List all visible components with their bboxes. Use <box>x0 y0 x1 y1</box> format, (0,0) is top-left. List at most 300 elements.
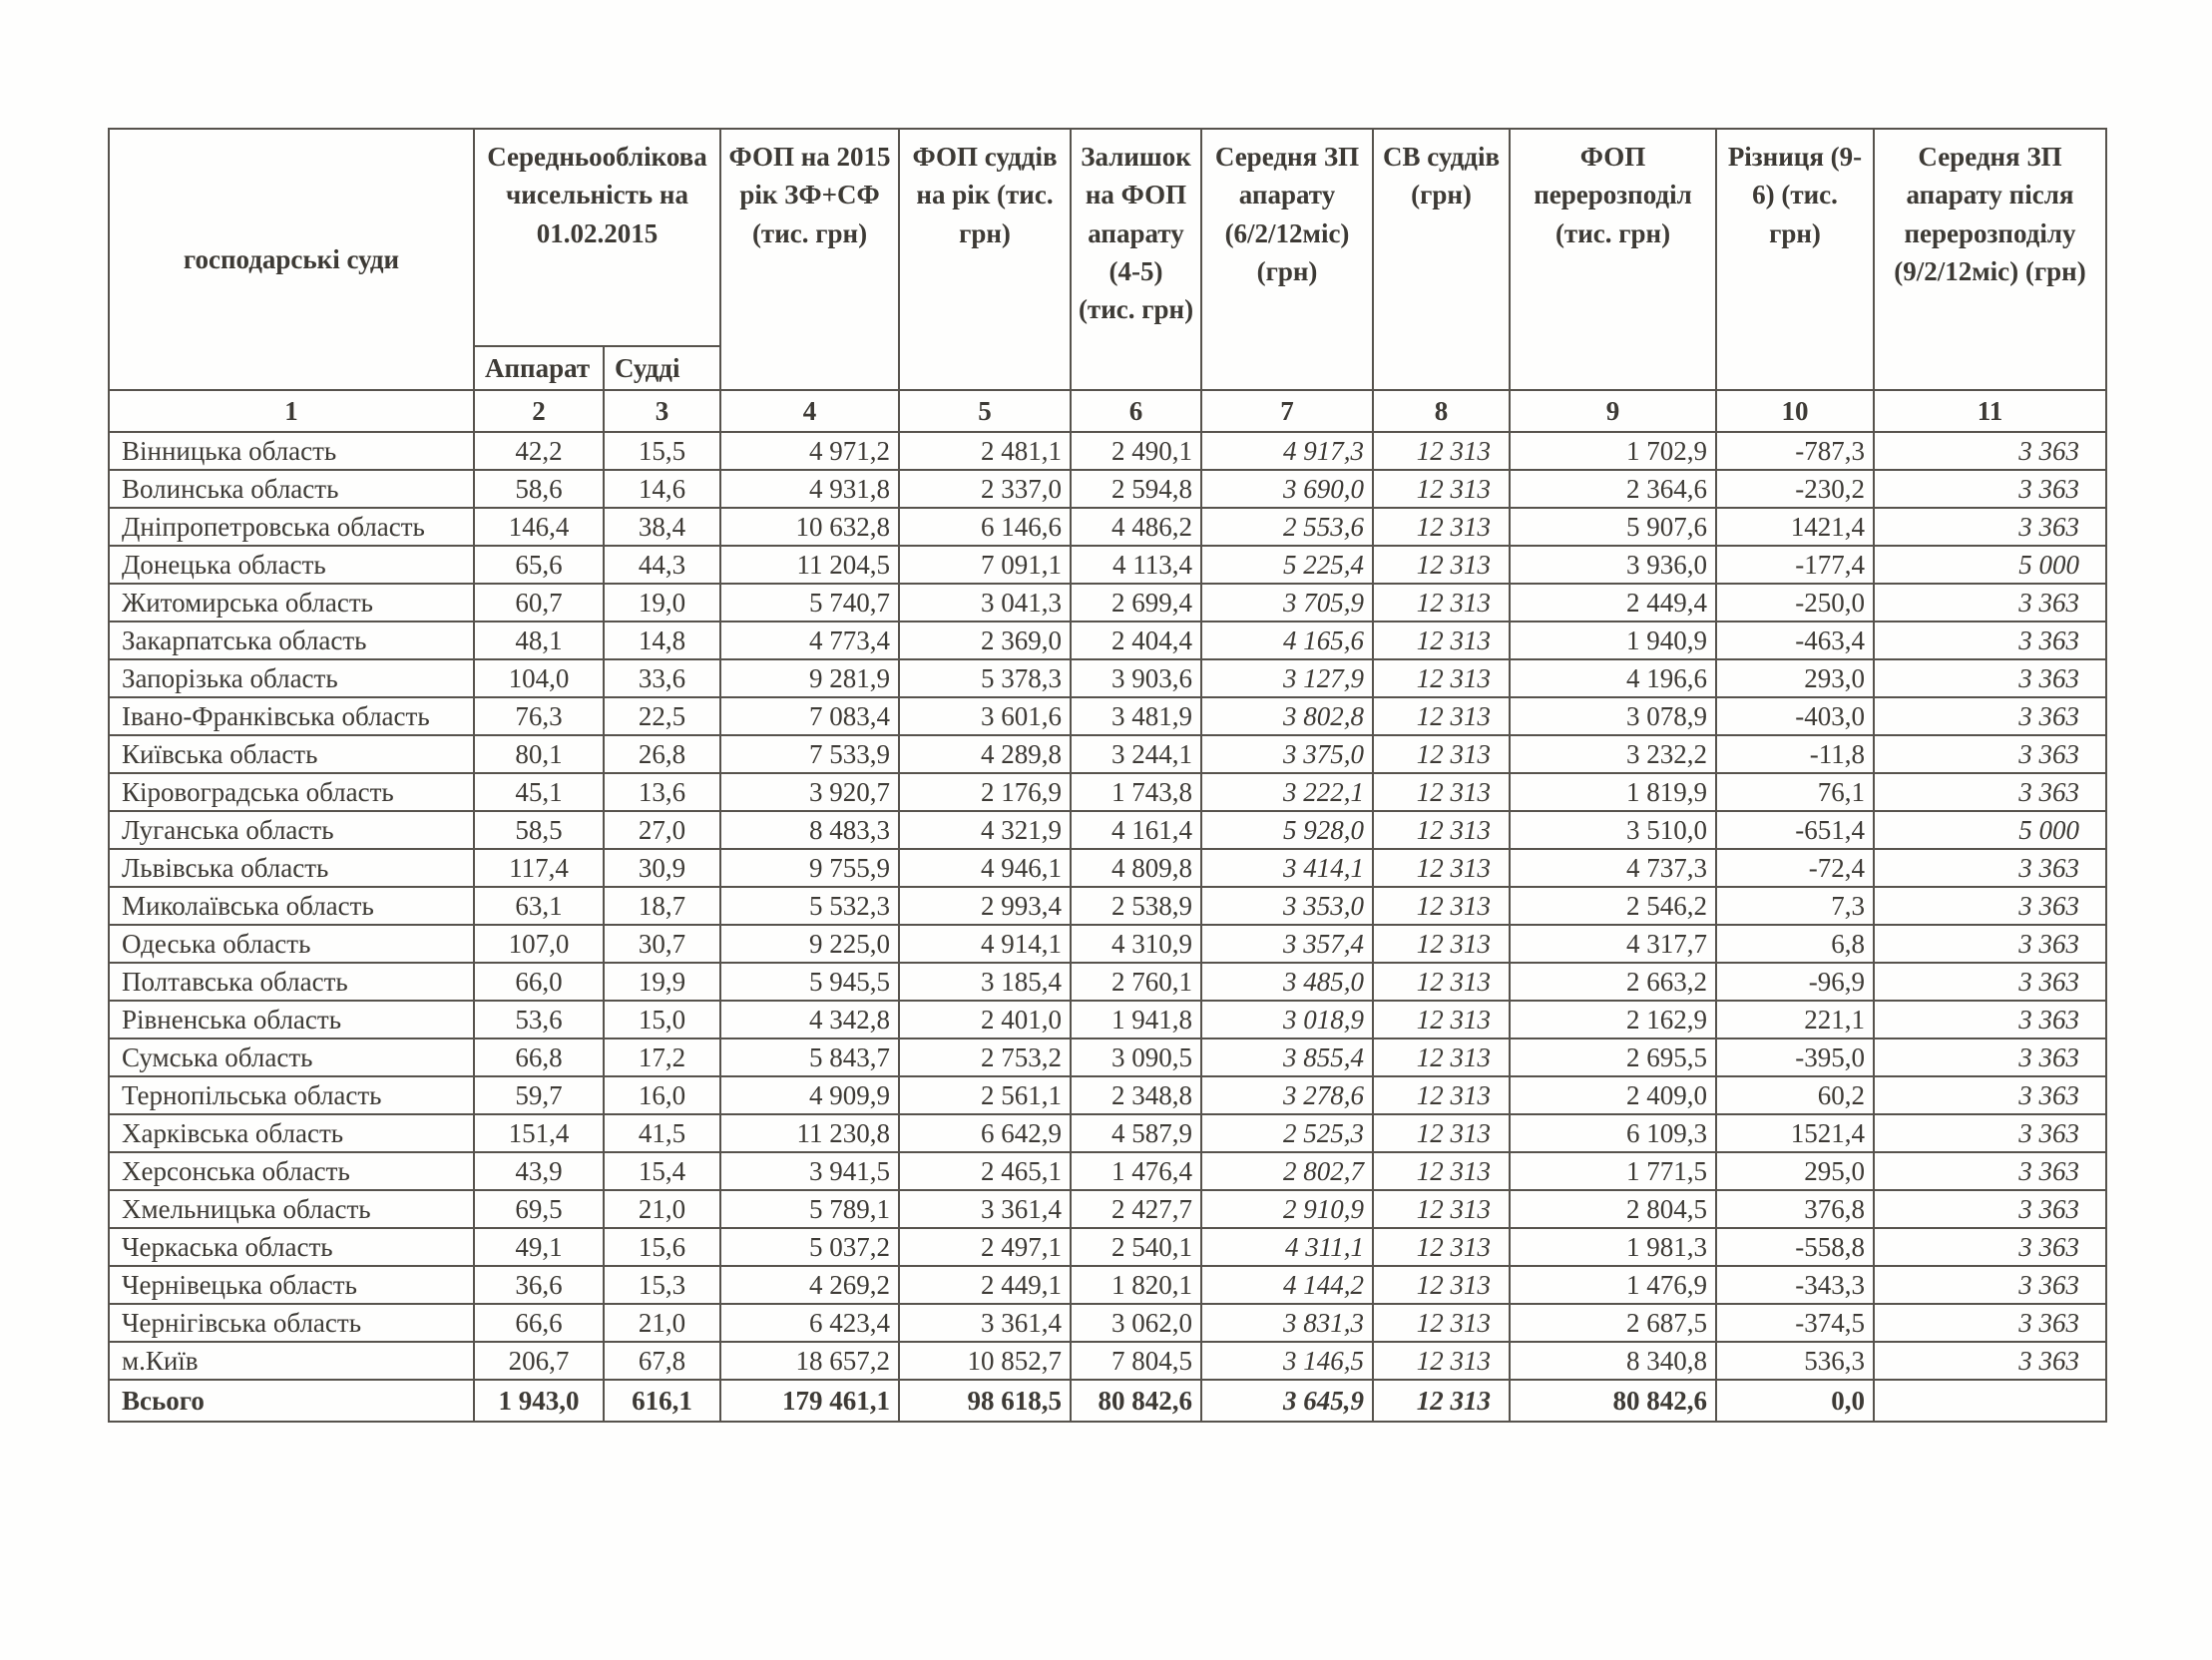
value-cell: 10 852,7 <box>899 1342 1071 1380</box>
value-cell: 69,5 <box>474 1190 604 1228</box>
table-row <box>109 508 2106 546</box>
value-cell: 2 553,6 <box>1201 508 1373 546</box>
value-cell: 2 401,0 <box>899 1001 1071 1038</box>
value-cell: 12 313 <box>1373 1152 1510 1190</box>
value-cell: 3 363 <box>1874 1228 2106 1266</box>
region-name: Миколаївська область <box>109 887 474 925</box>
value-cell: 221,1 <box>1716 1001 1874 1038</box>
region-name: Львівська область <box>109 849 474 887</box>
value-cell: 3 363 <box>1874 1038 2106 1076</box>
value-cell: -11,8 <box>1716 735 1874 773</box>
value-cell: 3 363 <box>1874 963 2106 1001</box>
value-cell: 12 313 <box>1373 1228 1510 1266</box>
value-cell: 3 127,9 <box>1201 659 1373 697</box>
value-cell: 11 230,8 <box>720 1114 899 1152</box>
col-header-difference: Різниця (9-6) (тис. грн) <box>1716 129 1874 390</box>
total-label: Всього <box>109 1380 474 1422</box>
region-name: Закарпатська область <box>109 622 474 659</box>
value-cell: 3 363 <box>1874 887 2106 925</box>
col-header-sv-judges: СВ суддів (грн) <box>1373 129 1510 390</box>
value-cell: 8 483,3 <box>720 811 899 849</box>
value-cell: 30,9 <box>604 849 720 887</box>
value-cell: 1 476,9 <box>1510 1266 1716 1304</box>
value-cell: 21,0 <box>604 1190 720 1228</box>
value-cell: 3 363 <box>1874 659 2106 697</box>
table-row <box>109 849 2106 887</box>
value-cell: 2 538,9 <box>1071 887 1201 925</box>
value-cell: 1 820,1 <box>1071 1266 1201 1304</box>
region-name: Сумська область <box>109 1038 474 1076</box>
value-cell: 293,0 <box>1716 659 1874 697</box>
value-cell: 76,3 <box>474 697 604 735</box>
table-row <box>109 1152 2106 1190</box>
value-cell: 7 533,9 <box>720 735 899 773</box>
value-cell: 3 363 <box>1874 1304 2106 1342</box>
value-cell: 41,5 <box>604 1114 720 1152</box>
region-name: Харківська область <box>109 1114 474 1152</box>
value-cell: -230,2 <box>1716 470 1874 508</box>
value-cell: 2 910,9 <box>1201 1190 1373 1228</box>
table-row <box>109 584 2106 622</box>
value-cell: 3 041,3 <box>899 584 1071 622</box>
value-cell: 63,1 <box>474 887 604 925</box>
table-row <box>109 1228 2106 1266</box>
col-header-avg-salary-after: Середня ЗП апарату після перерозподілу (9/2/12міс) (грн) <box>1874 129 2106 390</box>
col-number: 9 <box>1510 390 1716 432</box>
value-cell: -463,4 <box>1716 622 1874 659</box>
region-name: Херсонська область <box>109 1152 474 1190</box>
value-cell: 1 702,9 <box>1510 432 1716 470</box>
value-cell: 2 993,4 <box>899 887 1071 925</box>
value-cell: 67,8 <box>604 1342 720 1380</box>
header-row-numbers <box>109 390 2106 432</box>
col-number: 1 <box>109 390 474 432</box>
value-cell: 9 225,0 <box>720 925 899 963</box>
value-cell: -177,4 <box>1716 546 1874 584</box>
value-cell: 12 313 <box>1373 546 1510 584</box>
value-cell: 12 313 <box>1373 1304 1510 1342</box>
value-cell: 4 144,2 <box>1201 1266 1373 1304</box>
value-cell: 2 337,0 <box>899 470 1071 508</box>
value-cell: 3 645,9 <box>1201 1380 1373 1422</box>
region-name: Чернівецька область <box>109 1266 474 1304</box>
value-cell: 12 313 <box>1373 1380 1510 1422</box>
value-cell: 2 176,9 <box>899 773 1071 811</box>
value-cell: 616,1 <box>604 1380 720 1422</box>
total-row <box>109 1380 2106 1422</box>
region-name: Івано-Франківська область <box>109 697 474 735</box>
col-header-fop-2015: ФОП на 2015 рік ЗФ+СФ (тис. грн) <box>720 129 899 390</box>
value-cell: 4 310,9 <box>1071 925 1201 963</box>
col-header-avg-salary: Середня ЗП апарату (6/2/12міс) (грн) <box>1201 129 1373 390</box>
value-cell: 4 909,9 <box>720 1076 899 1114</box>
value-cell: 3 090,5 <box>1071 1038 1201 1076</box>
value-cell: 5 843,7 <box>720 1038 899 1076</box>
value-cell: 12 313 <box>1373 470 1510 508</box>
table-row <box>109 1038 2106 1076</box>
value-cell: 5 037,2 <box>720 1228 899 1266</box>
value-cell: 80 842,6 <box>1071 1380 1201 1422</box>
value-cell: 4 269,2 <box>720 1266 899 1304</box>
table-row <box>109 432 2106 470</box>
value-cell: 12 313 <box>1373 659 1510 697</box>
value-cell: 3 357,4 <box>1201 925 1373 963</box>
region-name: Кіровоградська область <box>109 773 474 811</box>
value-cell: 117,4 <box>474 849 604 887</box>
value-cell: 3 375,0 <box>1201 735 1373 773</box>
value-cell: 2 753,2 <box>899 1038 1071 1076</box>
value-cell: 4 113,4 <box>1071 546 1201 584</box>
value-cell: -651,4 <box>1716 811 1874 849</box>
value-cell: 3 941,5 <box>720 1152 899 1190</box>
value-cell: 2 760,1 <box>1071 963 1201 1001</box>
value-cell: 12 313 <box>1373 887 1510 925</box>
value-cell: 43,9 <box>474 1152 604 1190</box>
group-header-headcount: Середньооблікова чисельність на 01.02.2015 <box>474 129 720 346</box>
value-cell: 5 000 <box>1874 546 2106 584</box>
value-cell: 60,2 <box>1716 1076 1874 1114</box>
value-cell: 36,6 <box>474 1266 604 1304</box>
value-cell: 5 225,4 <box>1201 546 1373 584</box>
value-cell: 3 363 <box>1874 697 2106 735</box>
value-cell: 4 196,6 <box>1510 659 1716 697</box>
value-cell: 66,8 <box>474 1038 604 1076</box>
value-cell: 151,4 <box>474 1114 604 1152</box>
value-cell: 4 486,2 <box>1071 508 1201 546</box>
value-cell: 4 587,9 <box>1071 1114 1201 1152</box>
value-cell: 4 914,1 <box>899 925 1071 963</box>
value-cell: 76,1 <box>1716 773 1874 811</box>
region-name: м.Київ <box>109 1342 474 1380</box>
value-cell: 30,7 <box>604 925 720 963</box>
value-cell <box>1874 1380 2106 1422</box>
table-row <box>109 1114 2106 1152</box>
value-cell: 1 819,9 <box>1510 773 1716 811</box>
region-name: Одеська область <box>109 925 474 963</box>
value-cell: 14,8 <box>604 622 720 659</box>
value-cell: 4 289,8 <box>899 735 1071 773</box>
value-cell: 107,0 <box>474 925 604 963</box>
value-cell: 3 831,3 <box>1201 1304 1373 1342</box>
value-cell: 10 632,8 <box>720 508 899 546</box>
value-cell: 3 363 <box>1874 584 2106 622</box>
value-cell: 12 313 <box>1373 773 1510 811</box>
value-cell: 19,9 <box>604 963 720 1001</box>
value-cell: 45,1 <box>474 773 604 811</box>
value-cell: 295,0 <box>1716 1152 1874 1190</box>
value-cell: 15,3 <box>604 1266 720 1304</box>
value-cell: 4 773,4 <box>720 622 899 659</box>
value-cell: 80 842,6 <box>1510 1380 1716 1422</box>
value-cell: 1521,4 <box>1716 1114 1874 1152</box>
value-cell: 4 946,1 <box>899 849 1071 887</box>
value-cell: 18 657,2 <box>720 1342 899 1380</box>
col-header-fop-judges: ФОП суддів на рік (тис. грн) <box>899 129 1071 390</box>
value-cell: 3 353,0 <box>1201 887 1373 925</box>
value-cell: 18,7 <box>604 887 720 925</box>
value-cell: 3 510,0 <box>1510 811 1716 849</box>
value-cell: 42,2 <box>474 432 604 470</box>
value-cell: 58,6 <box>474 470 604 508</box>
value-cell: 104,0 <box>474 659 604 697</box>
value-cell: 3 363 <box>1874 1001 2106 1038</box>
value-cell: 2 369,0 <box>899 622 1071 659</box>
value-cell: 3 936,0 <box>1510 546 1716 584</box>
value-cell: 5 532,3 <box>720 887 899 925</box>
value-cell: 2 695,5 <box>1510 1038 1716 1076</box>
value-cell: 2 804,5 <box>1510 1190 1716 1228</box>
value-cell: 48,1 <box>474 622 604 659</box>
value-cell: 3 363 <box>1874 849 2106 887</box>
table-row <box>109 735 2106 773</box>
value-cell: 2 162,9 <box>1510 1001 1716 1038</box>
region-name: Волинська область <box>109 470 474 508</box>
value-cell: 2 687,5 <box>1510 1304 1716 1342</box>
value-cell: 7 083,4 <box>720 697 899 735</box>
value-cell: 58,5 <box>474 811 604 849</box>
region-name: Чернігівська область <box>109 1304 474 1342</box>
value-cell: 15,5 <box>604 432 720 470</box>
table-row <box>109 1190 2106 1228</box>
table-row <box>109 1266 2106 1304</box>
region-name: Київська область <box>109 735 474 773</box>
value-cell: 3 361,4 <box>899 1190 1071 1228</box>
value-cell: 1 771,5 <box>1510 1152 1716 1190</box>
region-name: Запорізька область <box>109 659 474 697</box>
value-cell: -96,9 <box>1716 963 1874 1001</box>
value-cell: 5 945,5 <box>720 963 899 1001</box>
value-cell: 66,0 <box>474 963 604 1001</box>
table-row <box>109 1001 2106 1038</box>
value-cell: 6 109,3 <box>1510 1114 1716 1152</box>
budget-table <box>108 128 2107 1423</box>
value-cell: 60,7 <box>474 584 604 622</box>
value-cell: 5 907,6 <box>1510 508 1716 546</box>
col-number: 4 <box>720 390 899 432</box>
value-cell: 12 313 <box>1373 697 1510 735</box>
table-body <box>109 432 2106 1422</box>
value-cell: 2 364,6 <box>1510 470 1716 508</box>
value-cell: 9 281,9 <box>720 659 899 697</box>
value-cell: 3 062,0 <box>1071 1304 1201 1342</box>
col-number: 2 <box>474 390 604 432</box>
value-cell: 2 481,1 <box>899 432 1071 470</box>
value-cell: 3 690,0 <box>1201 470 1373 508</box>
value-cell: 14,6 <box>604 470 720 508</box>
value-cell: 179 461,1 <box>720 1380 899 1422</box>
col-number: 8 <box>1373 390 1510 432</box>
value-cell: 3 363 <box>1874 1114 2106 1152</box>
value-cell: 1 943,0 <box>474 1380 604 1422</box>
value-cell: 3 185,4 <box>899 963 1071 1001</box>
value-cell: 4 737,3 <box>1510 849 1716 887</box>
value-cell: 5 789,1 <box>720 1190 899 1228</box>
table-header <box>109 129 2106 432</box>
col-number: 6 <box>1071 390 1201 432</box>
value-cell: 3 363 <box>1874 508 2106 546</box>
value-cell: 15,0 <box>604 1001 720 1038</box>
value-cell: 0,0 <box>1716 1380 1874 1422</box>
value-cell: 12 313 <box>1373 849 1510 887</box>
value-cell: 7 804,5 <box>1071 1342 1201 1380</box>
value-cell: 2 348,8 <box>1071 1076 1201 1114</box>
region-name: Луганська область <box>109 811 474 849</box>
value-cell: 12 313 <box>1373 1114 1510 1152</box>
value-cell: 6 146,6 <box>899 508 1071 546</box>
value-cell: 3 414,1 <box>1201 849 1373 887</box>
value-cell: 2 409,0 <box>1510 1076 1716 1114</box>
value-cell: 21,0 <box>604 1304 720 1342</box>
value-cell: 5 928,0 <box>1201 811 1373 849</box>
col-number: 11 <box>1874 390 2106 432</box>
value-cell: 2 663,2 <box>1510 963 1716 1001</box>
value-cell: 3 705,9 <box>1201 584 1373 622</box>
value-cell: -787,3 <box>1716 432 1874 470</box>
value-cell: 3 920,7 <box>720 773 899 811</box>
value-cell: -374,5 <box>1716 1304 1874 1342</box>
value-cell: 12 313 <box>1373 811 1510 849</box>
value-cell: 15,4 <box>604 1152 720 1190</box>
value-cell: 16,0 <box>604 1076 720 1114</box>
value-cell: 2 561,1 <box>899 1076 1071 1114</box>
col-header-fop-redistribution: ФОП перерозподіл (тис. грн) <box>1510 129 1716 390</box>
value-cell: 6,8 <box>1716 925 1874 963</box>
value-cell: 12 313 <box>1373 1190 1510 1228</box>
value-cell: 1 941,8 <box>1071 1001 1201 1038</box>
table-row <box>109 925 2106 963</box>
value-cell: 4 971,2 <box>720 432 899 470</box>
value-cell: 7,3 <box>1716 887 1874 925</box>
value-cell: 4 317,7 <box>1510 925 1716 963</box>
region-name: Вінницька область <box>109 432 474 470</box>
value-cell: 5 740,7 <box>720 584 899 622</box>
region-name: Хмельницька область <box>109 1190 474 1228</box>
value-cell: 4 321,9 <box>899 811 1071 849</box>
value-cell: 3 903,6 <box>1071 659 1201 697</box>
value-cell: 206,7 <box>474 1342 604 1380</box>
value-cell: 2 465,1 <box>899 1152 1071 1190</box>
value-cell: 65,6 <box>474 546 604 584</box>
value-cell: 38,4 <box>604 508 720 546</box>
value-cell: 3 244,1 <box>1071 735 1201 773</box>
value-cell: 2 802,7 <box>1201 1152 1373 1190</box>
value-cell: 1 981,3 <box>1510 1228 1716 1266</box>
value-cell: 3 601,6 <box>899 697 1071 735</box>
value-cell: -403,0 <box>1716 697 1874 735</box>
value-cell: 49,1 <box>474 1228 604 1266</box>
value-cell: 3 363 <box>1874 470 2106 508</box>
table-row <box>109 963 2106 1001</box>
region-name: Дніпропетровська область <box>109 508 474 546</box>
value-cell: 2 449,1 <box>899 1266 1071 1304</box>
value-cell: 2 594,8 <box>1071 470 1201 508</box>
sub-header-judges: Судді <box>604 346 720 390</box>
value-cell: 12 313 <box>1373 735 1510 773</box>
value-cell: 5 000 <box>1874 811 2106 849</box>
value-cell: 1 940,9 <box>1510 622 1716 659</box>
value-cell: 12 313 <box>1373 1076 1510 1114</box>
region-name: Тернопільська область <box>109 1076 474 1114</box>
value-cell: 3 363 <box>1874 622 2106 659</box>
value-cell: 66,6 <box>474 1304 604 1342</box>
value-cell: 2 449,4 <box>1510 584 1716 622</box>
value-cell: 3 363 <box>1874 773 2106 811</box>
col-number: 5 <box>899 390 1071 432</box>
table-row <box>109 622 2106 659</box>
value-cell: 5 378,3 <box>899 659 1071 697</box>
value-cell: 4 161,4 <box>1071 811 1201 849</box>
value-cell: 53,6 <box>474 1001 604 1038</box>
value-cell: 3 363 <box>1874 1152 2106 1190</box>
value-cell: 9 755,9 <box>720 849 899 887</box>
col-header-remainder: Залишок на ФОП апарату (4-5) (тис. грн) <box>1071 129 1201 390</box>
table-row <box>109 470 2106 508</box>
value-cell: 59,7 <box>474 1076 604 1114</box>
table-row <box>109 546 2106 584</box>
value-cell: 1 743,8 <box>1071 773 1201 811</box>
value-cell: 2 490,1 <box>1071 432 1201 470</box>
value-cell: 3 361,4 <box>899 1304 1071 1342</box>
value-cell: 3 018,9 <box>1201 1001 1373 1038</box>
value-cell: 8 340,8 <box>1510 1342 1716 1380</box>
value-cell: 2 540,1 <box>1071 1228 1201 1266</box>
value-cell: 2 497,1 <box>899 1228 1071 1266</box>
table-row <box>109 773 2106 811</box>
value-cell: 12 313 <box>1373 1001 1510 1038</box>
value-cell: 3 232,2 <box>1510 735 1716 773</box>
region-name: Рівненська область <box>109 1001 474 1038</box>
region-name: Черкаська область <box>109 1228 474 1266</box>
value-cell: 19,0 <box>604 584 720 622</box>
value-cell: 2 699,4 <box>1071 584 1201 622</box>
value-cell: 2 525,3 <box>1201 1114 1373 1152</box>
table-row <box>109 1304 2106 1342</box>
value-cell: 12 313 <box>1373 1266 1510 1304</box>
value-cell: 3 078,9 <box>1510 697 1716 735</box>
value-cell: 12 313 <box>1373 1342 1510 1380</box>
value-cell: 27,0 <box>604 811 720 849</box>
value-cell: 6 642,9 <box>899 1114 1071 1152</box>
value-cell: 33,6 <box>604 659 720 697</box>
value-cell: 12 313 <box>1373 963 1510 1001</box>
table-row <box>109 811 2106 849</box>
value-cell: 98 618,5 <box>899 1380 1071 1422</box>
value-cell: 12 313 <box>1373 925 1510 963</box>
value-cell: 3 363 <box>1874 1190 2106 1228</box>
value-cell: 4 311,1 <box>1201 1228 1373 1266</box>
value-cell: 4 809,8 <box>1071 849 1201 887</box>
value-cell: 3 481,9 <box>1071 697 1201 735</box>
value-cell: 3 855,4 <box>1201 1038 1373 1076</box>
value-cell: 12 313 <box>1373 1038 1510 1076</box>
col-number: 3 <box>604 390 720 432</box>
table-row <box>109 1076 2106 1114</box>
value-cell: 3 363 <box>1874 1266 2106 1304</box>
value-cell: 3 146,5 <box>1201 1342 1373 1380</box>
value-cell: 12 313 <box>1373 584 1510 622</box>
region-name: Полтавська область <box>109 963 474 1001</box>
value-cell: 3 278,6 <box>1201 1076 1373 1114</box>
value-cell: 2 427,7 <box>1071 1190 1201 1228</box>
value-cell: 12 313 <box>1373 508 1510 546</box>
value-cell: 7 091,1 <box>899 546 1071 584</box>
table-row <box>109 659 2106 697</box>
value-cell: 376,8 <box>1716 1190 1874 1228</box>
value-cell: 3 363 <box>1874 1076 2106 1114</box>
value-cell: 80,1 <box>474 735 604 773</box>
value-cell: 13,6 <box>604 773 720 811</box>
value-cell: 17,2 <box>604 1038 720 1076</box>
